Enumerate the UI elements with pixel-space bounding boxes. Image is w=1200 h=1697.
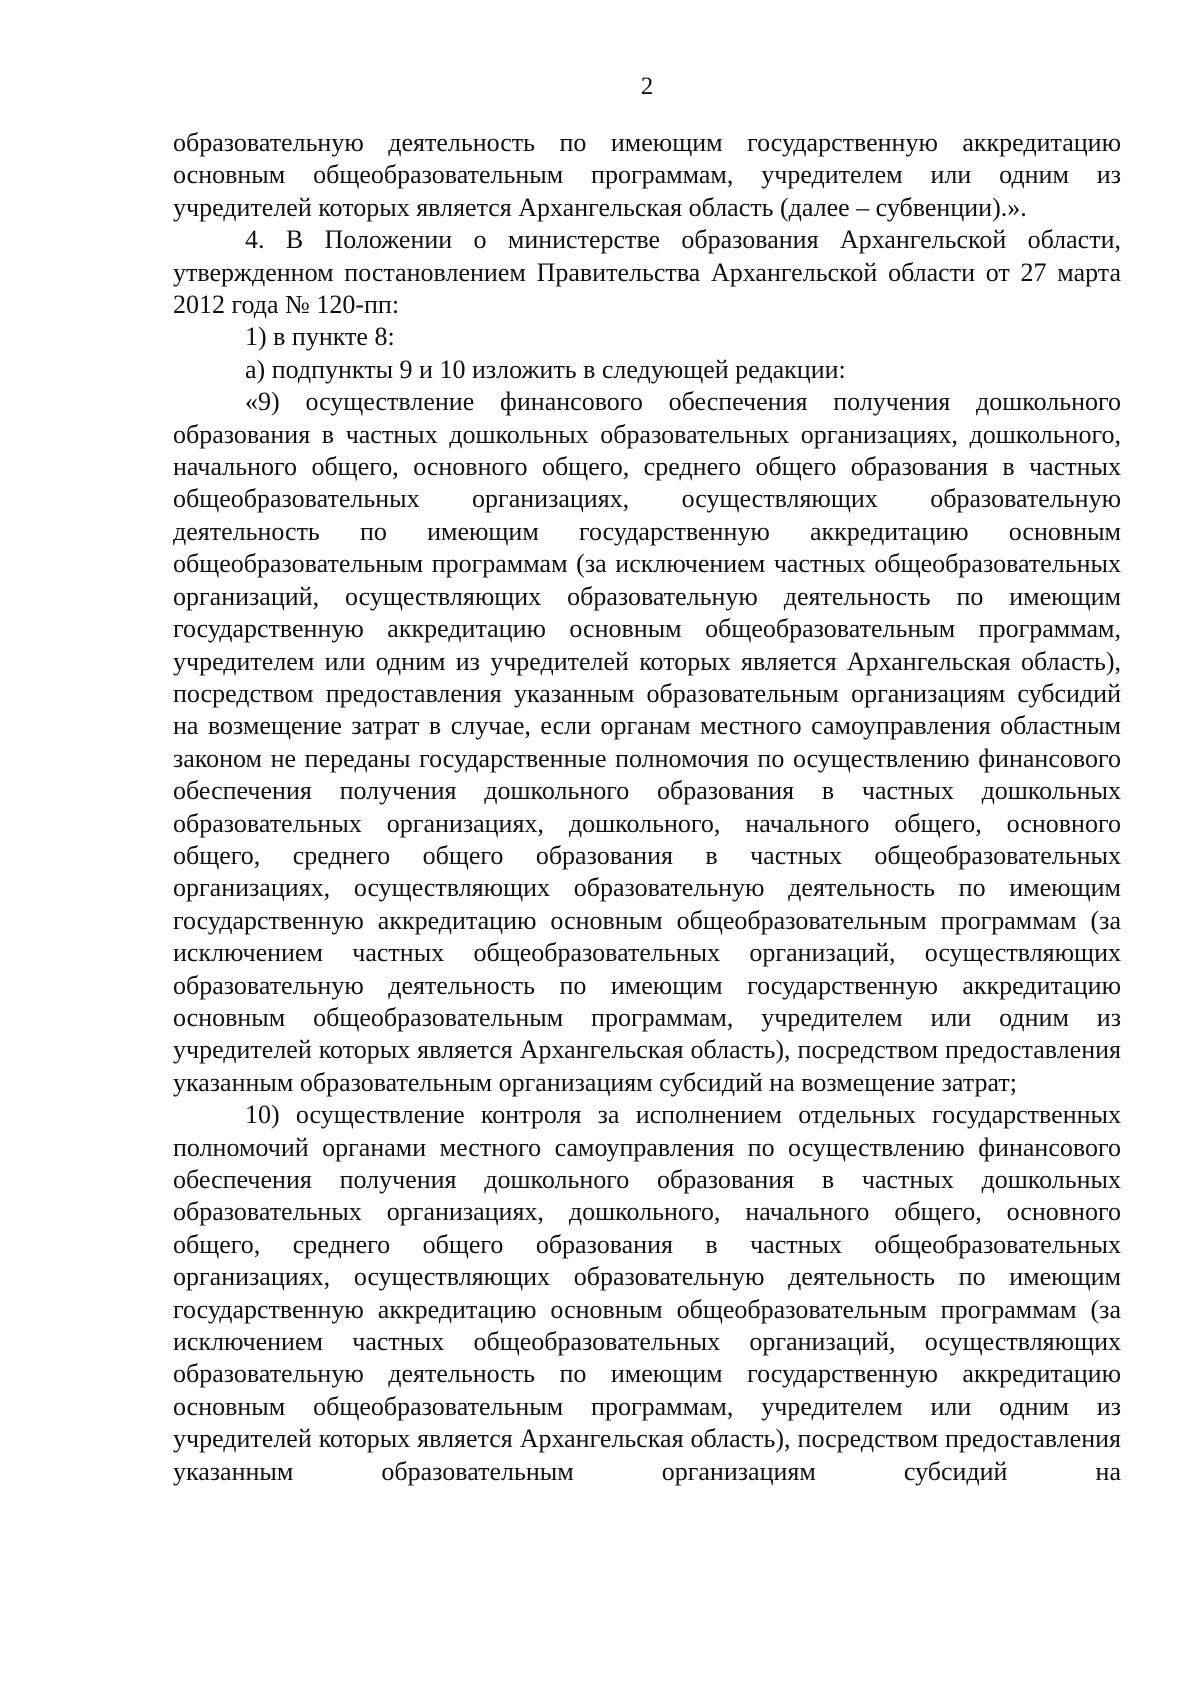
page-number: 2 [640,73,654,100]
paragraph-subitem-a: а) подпункты 9 и 10 изложить в следующей редакции: [245,354,846,384]
paragraph-subitem-9: «9) осуществление финансового обеспечения получения дошкольного образования в частных дошкольных образовательных организациях, дошкольного, начального общего, основного общего, среднего общего образования в частных общеобразовательных организациях, осуществляющих образовательную деятельность по имеющим государственную аккредитацию основным общеобразовательным программам (за исключением частных общеобразовательных организаций, осуществляющих образовательную деятельность по имеющим государственную аккредитацию основным общеобразовательным программам, учредителем или одним из учредителей которых является Архангельская область), посредством предоставления указанным образовательным организациям субсидий на возмещение затрат в случае, если органам местного самоуправления областным законом не переданы государственные полномочия по осуществлению финансового обеспечения получения дошкольного образования в частных дошкольных образовательных организациях, дошкольного, начального общего, основного общего, среднего общего образования в частных общеобразовательных организациях, осуществляющих образовательную деятельность по имеющим государственную аккредитацию основным общеобразовательным программам (за исключением частных общеобразовательных организаций, осуществляющих образовательную деятельность по имеющим государственную аккредитацию основным общеобразовательным программам, учредителем или одним из учредителей которых является Архангельская область), посредством предоставления указанным образовательным организациям субсидий на возмещение затрат; [173,387,1121,1097]
paragraph-item-4: 4. В Положении о министерстве образования Архангельской области, утвержденном постановлением Правительства Архангельской области от 27 марта 2012 года № 120-пп: [173,225,1121,320]
paragraph-subitem-10: 10) осуществление контроля за исполнением отдельных государственных полномочий органами местного самоуправления по осуществлению финансового обеспечения получения дошкольного образования в частных дошкольных образовательных организациях, дошкольного, начального общего, основного общего, среднего общего образования в частных общеобразовательных организациях, осуществляющих образовательную деятельность по имеющим государственную аккредитацию основным общеобразовательным программам (за исключением частных общеобразовательных организаций, осуществляющих образовательную деятельность по имеющим государственную аккредитацию основным общеобразовательным программам, учредителем или одним из учредителей которых является Архангельская область), посредством предоставления указанным образовательным организациям субсидий на [173,1100,1121,1486]
paragraph-subitem-1: 1) в пункте 8: [245,322,395,352]
paragraph-continuation: образовательную деятельность по имеющим государственную аккредитацию основным общеобразовательным программам, учредителем или одним из учредителей которых является Архангельская область (далее – субвенции).». [173,128,1121,222]
document-body [173,127,1121,1488]
document-page [173,0,1121,1697]
